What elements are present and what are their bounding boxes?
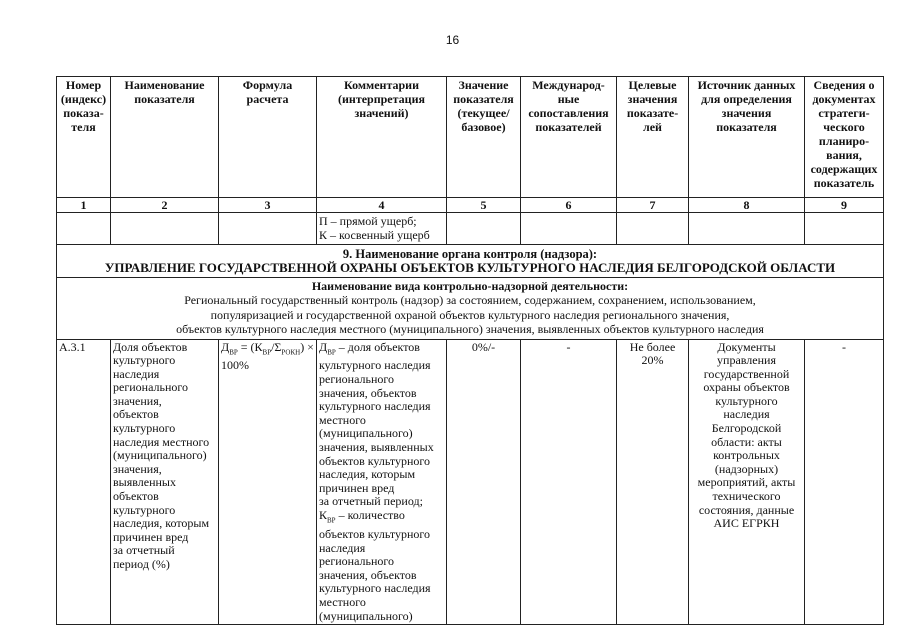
name-line: значения, <box>113 461 162 476</box>
comment-line: наследия <box>319 540 366 555</box>
name-line: регионального <box>113 380 189 395</box>
column-number: 2 <box>111 198 219 213</box>
indicator-formula: $Д_{ВР} = (К_{ВР}/\Sigma_{РОКН})$ × 100% <box>219 339 317 625</box>
source-line: состояния, данные <box>698 502 795 517</box>
header-source: Источник данных для определения значения показателя <box>689 77 805 198</box>
indicator-target <box>617 339 689 625</box>
comment-line: П – прямой ущерб; <box>319 214 417 228</box>
comment-line: $К_{ВР}$ – количество <box>319 508 405 525</box>
name-line: период (%) <box>113 557 170 571</box>
header-value: Значение показателя (текущее/ базовое) <box>447 77 521 198</box>
section-organ: УПРАВЛЕНИЕ ГОСУДАРСТВЕННОЙ ОХРАНЫ ОБЪЕКТОВ КУЛЬТУРНОГО НАСЛЕДИЯ БЕЛГОРОДСКОЙ ОБЛАСТИ <box>104 260 836 275</box>
indicator-source <box>689 339 805 625</box>
header-name: Наименование показателя <box>111 77 219 198</box>
comment-line: местного <box>319 594 366 609</box>
source-line: контрольных <box>713 448 780 463</box>
name-line: причинен вред <box>113 529 189 544</box>
comment-line: культурного наследия <box>319 358 431 373</box>
comment-line: культурного наследия <box>319 399 431 414</box>
source-line: культурного <box>715 393 778 408</box>
source-line: управления <box>717 353 776 368</box>
indicator-documents: - <box>805 339 884 625</box>
indicator-comment <box>317 339 447 625</box>
column-number: 7 <box>617 198 689 213</box>
activity-row <box>57 278 884 340</box>
indicator-index: А.3.1 <box>57 339 111 625</box>
source-line: охраны объектов <box>703 380 790 395</box>
column-number: 5 <box>447 198 521 213</box>
comment-line: регионального <box>319 554 395 569</box>
column-number: 3 <box>219 198 317 213</box>
section-heading <box>57 245 884 278</box>
name-line: значения, <box>113 393 162 408</box>
name-line: культурного <box>113 421 176 436</box>
comment-line: местного <box>319 412 366 427</box>
name-line: наследия <box>113 366 160 381</box>
comment-line: значения, объектов <box>319 385 417 400</box>
comment-line: культурного наследия <box>319 581 431 596</box>
indicators-table <box>56 76 884 625</box>
activity-heading <box>57 278 884 340</box>
activity-line: популяризацией и государственной охраной объектов культурного наследия регионального значения, <box>210 307 730 322</box>
column-number: 4 <box>317 198 447 213</box>
name-line: за отчетный <box>113 543 175 558</box>
comment-line: значения, выявленных <box>319 440 434 455</box>
header-documents: Сведения о документах стратеги-ческого планиро-вания, содержащих показатель <box>805 77 884 198</box>
header-index: Номер (индекс) показа-теля <box>57 77 111 198</box>
name-line: Доля объектов <box>113 339 188 354</box>
source-line: мероприятий, акты <box>697 475 796 490</box>
header-comments: Комментарии (интерпретация значений) <box>317 77 447 198</box>
comment-line: причинен вред <box>319 480 395 495</box>
column-number: 9 <box>805 198 884 213</box>
name-line: наследия местного <box>113 434 210 449</box>
page-number: 16 <box>445 33 460 47</box>
table-row <box>57 339 884 625</box>
comment-line: (муниципального) <box>319 608 413 623</box>
section-heading-row <box>57 245 884 278</box>
source-line: области: акты <box>711 434 782 449</box>
source-line: Белгородской <box>711 421 782 436</box>
activity-title: Наименование вида контрольно-надзорной деятельности: <box>311 279 629 293</box>
name-line: выявленных <box>113 475 176 490</box>
column-number: 8 <box>689 198 805 213</box>
indicator-name <box>111 339 219 625</box>
header-formula: Формула расчета <box>219 77 317 198</box>
comment-line: объектов культурного <box>319 527 431 541</box>
source-line: государственной <box>703 366 790 381</box>
comment-line: наследия, которым <box>319 467 416 482</box>
source-line: технического <box>712 489 781 504</box>
target-line: 20% <box>641 353 664 368</box>
comment-line: за отчетный период; <box>319 494 423 509</box>
continuation-row <box>57 213 884 245</box>
source-line: Документы <box>717 339 776 354</box>
comment-line: объектов культурного <box>319 453 431 468</box>
comment-line: $Д_{ВР}$ – доля объектов <box>319 339 420 356</box>
header-international: Международ-ные сопоставления показателей <box>521 77 617 198</box>
comment-line: К – косвенный ущерб <box>319 228 430 242</box>
header-target: Целевые значения показате-лей <box>617 77 689 198</box>
name-line: наследия, которым <box>113 516 210 531</box>
source-line: (надзорных) <box>714 461 779 476</box>
source-line: наследия <box>723 407 770 422</box>
header-row <box>57 77 884 198</box>
indicator-value: 0%/- <box>447 339 521 625</box>
name-line: культурного <box>113 502 176 517</box>
section-title: 9. Наименование органа контроля (надзора): <box>342 247 598 261</box>
target-line: Не более <box>629 339 676 354</box>
column-number: 6 <box>521 198 617 213</box>
comment-line: значения, объектов <box>319 567 417 582</box>
name-line: объектов <box>113 407 159 422</box>
activity-line: объектов культурного наследия местного (муниципального) значения, выявленных объектов культурного наследия <box>176 322 764 336</box>
source-line: АИС ЕГРКН <box>713 516 780 531</box>
name-line: культурного <box>113 353 176 368</box>
column-number: 1 <box>57 198 111 213</box>
continuation-comment <box>317 213 447 245</box>
indicator-international: - <box>521 339 617 625</box>
name-line: объектов <box>113 489 159 504</box>
name-line: (муниципального) <box>113 448 207 463</box>
comment-line: регионального <box>319 372 395 387</box>
column-number-row <box>57 198 884 213</box>
comment-line: (муниципального) <box>319 426 413 441</box>
activity-line: Региональный государственный контроль (надзор) за состоянием, содержанием, сохранением, использованием, <box>184 293 756 307</box>
